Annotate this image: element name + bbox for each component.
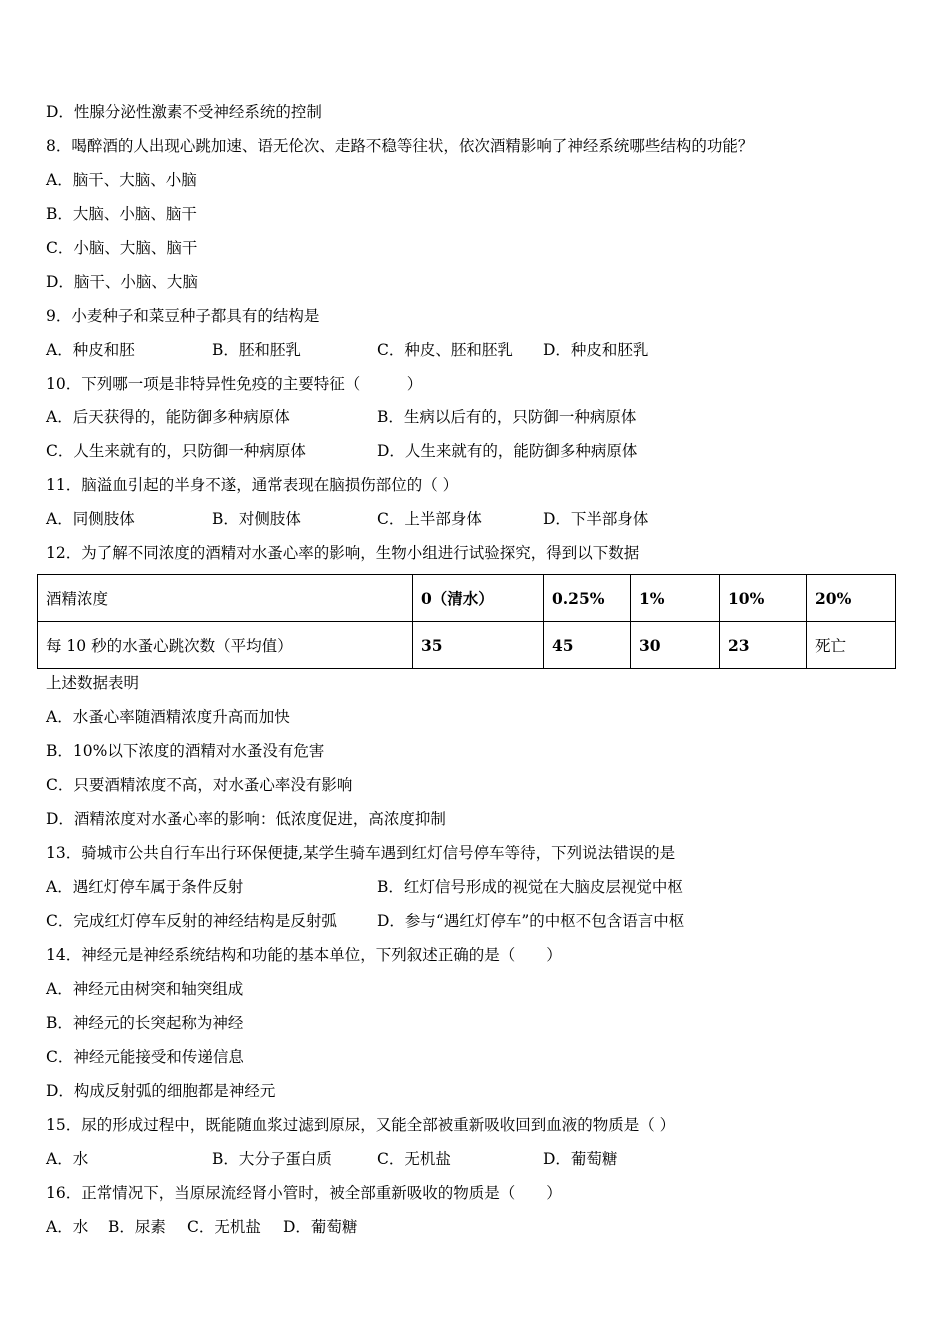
q14-stem: 14．神经元是神经系统结构和功能的基本单位，下列叙述正确的是（ ） (46, 946, 562, 964)
q12-option-d: D．酒精浓度对水蚤心率的影响：低浓度促进，高浓度抑制 (46, 810, 446, 828)
q8-stem: 8．喝醉酒的人出现心跳加速、语无伦次、走路不稳等往状，依次酒精影响了神经系统哪些结构的功能？ (46, 137, 754, 155)
q16-option-d: D．葡萄糖 (283, 1218, 358, 1236)
q9-option-d: D．种皮和胚乳 (543, 341, 649, 359)
q11-option-c: C．上半部身体 (377, 510, 482, 528)
table-header-row (38, 575, 896, 622)
table-header-cell: 0（清水） (413, 575, 544, 622)
q10-option-c: C．人生来就有的，只防御一种病原体 (46, 442, 306, 460)
q13-option-d: D．参与“遇红灯停车”的中枢不包含语言中枢 (377, 912, 685, 930)
table-header-cell: 1% (631, 575, 720, 622)
q8-option-b: B．大脑、小脑、脑干 (46, 205, 197, 223)
q11-option-b: B．对侧肢体 (212, 510, 301, 528)
q12-after-table: 上述数据表明 (46, 674, 140, 692)
q15-option-c: C．无机盐 (377, 1150, 451, 1168)
table-cell: 23 (720, 622, 807, 669)
q15-option-b: B．大分子蛋白质 (212, 1150, 332, 1168)
q9-option-c: C．种皮、胚和胚乳 (377, 341, 513, 359)
table-cell: 45 (544, 622, 631, 669)
q8-option-d: D．脑干、小脑、大脑 (46, 273, 198, 291)
q12-option-b: B．10%以下浓度的酒精对水蚤没有危害 (46, 742, 325, 760)
q9-option-b: B．胚和胚乳 (212, 341, 301, 359)
q9-stem: 9．小麦种子和菜豆种子都具有的结构是 (46, 307, 320, 325)
q12-stem: 12．为了解不同浓度的酒精对水蚤心率的影响，生物小组进行试验探究，得到以下数据 (46, 544, 640, 562)
q14-option-a: A．神经元由树突和轴突组成 (46, 980, 244, 998)
q10-option-d: D．人生来就有的，能防御多种病原体 (377, 442, 638, 460)
table-header-label: 酒精浓度 (38, 575, 413, 622)
q15-stem: 15．尿的形成过程中，既能随血浆过滤到原尿，又能全部被重新吸收回到血液的物质是（ ） (46, 1116, 676, 1134)
q11-option-a: A．同侧肢体 (46, 510, 135, 528)
q10-option-a: A．后天获得的，能防御多种病原体 (46, 408, 290, 426)
table-row (38, 622, 896, 669)
q14-option-b: B．神经元的长突起称为神经 (46, 1014, 244, 1032)
q12-data-table (37, 574, 896, 669)
q13-option-b: B．红灯信号形成的视觉在大脑皮层视觉中枢 (377, 878, 683, 896)
q13-option-a: A．遇红灯停车属于条件反射 (46, 878, 244, 896)
table-header-cell: 0.25% (544, 575, 631, 622)
q14-option-c: C．神经元能接受和传递信息 (46, 1048, 244, 1066)
q13-option-c: C．完成红灯停车反射的神经结构是反射弧 (46, 912, 337, 930)
q16-option-a: A．水 (46, 1218, 89, 1236)
q7-option-d: D．性腺分泌性激素不受神经系统的控制 (46, 103, 322, 121)
table-cell: 35 (413, 622, 544, 669)
q9-option-a: A．种皮和胚 (46, 341, 135, 359)
q16-stem: 16．正常情况下，当原尿流经肾小管时，被全部重新吸收的物质是（ ） (46, 1184, 562, 1202)
q10-stem: 10．下列哪一项是非特异性免疫的主要特征（ ） (46, 375, 423, 393)
q16-option-b: B．尿素 (108, 1218, 166, 1236)
q15-option-a: A．水 (46, 1150, 89, 1168)
table-header-cell: 20% (807, 575, 896, 622)
q13-stem: 13．骑城市公共自行车出行环保便捷,某学生骑车遇到红灯信号停车等待，下列说法错误的是 (46, 844, 676, 862)
table-cell: 死亡 (807, 622, 896, 669)
q12-option-c: C．只要酒精浓度不高，对水蚤心率没有影响 (46, 776, 353, 794)
q16-option-c: C．无机盐 (187, 1218, 261, 1236)
q14-option-d: D．构成反射弧的细胞都是神经元 (46, 1082, 276, 1100)
table-row-label: 每 10 秒的水蚤心跳次数（平均值） (38, 622, 413, 669)
q11-stem: 11．脑溢血引起的半身不遂，通常表现在脑损伤部位的（ ） (46, 476, 459, 494)
q8-option-c: C．小脑、大脑、脑干 (46, 239, 198, 257)
q10-option-b: B．生病以后有的，只防御一种病原体 (377, 408, 637, 426)
q12-option-a: A．水蚤心率随酒精浓度升高而加快 (46, 708, 290, 726)
q11-option-d: D．下半部身体 (543, 510, 649, 528)
q15-option-d: D．葡萄糖 (543, 1150, 618, 1168)
table-header-cell: 10% (720, 575, 807, 622)
q8-option-a: A．脑干、大脑、小脑 (46, 171, 197, 189)
table-cell: 30 (631, 622, 720, 669)
